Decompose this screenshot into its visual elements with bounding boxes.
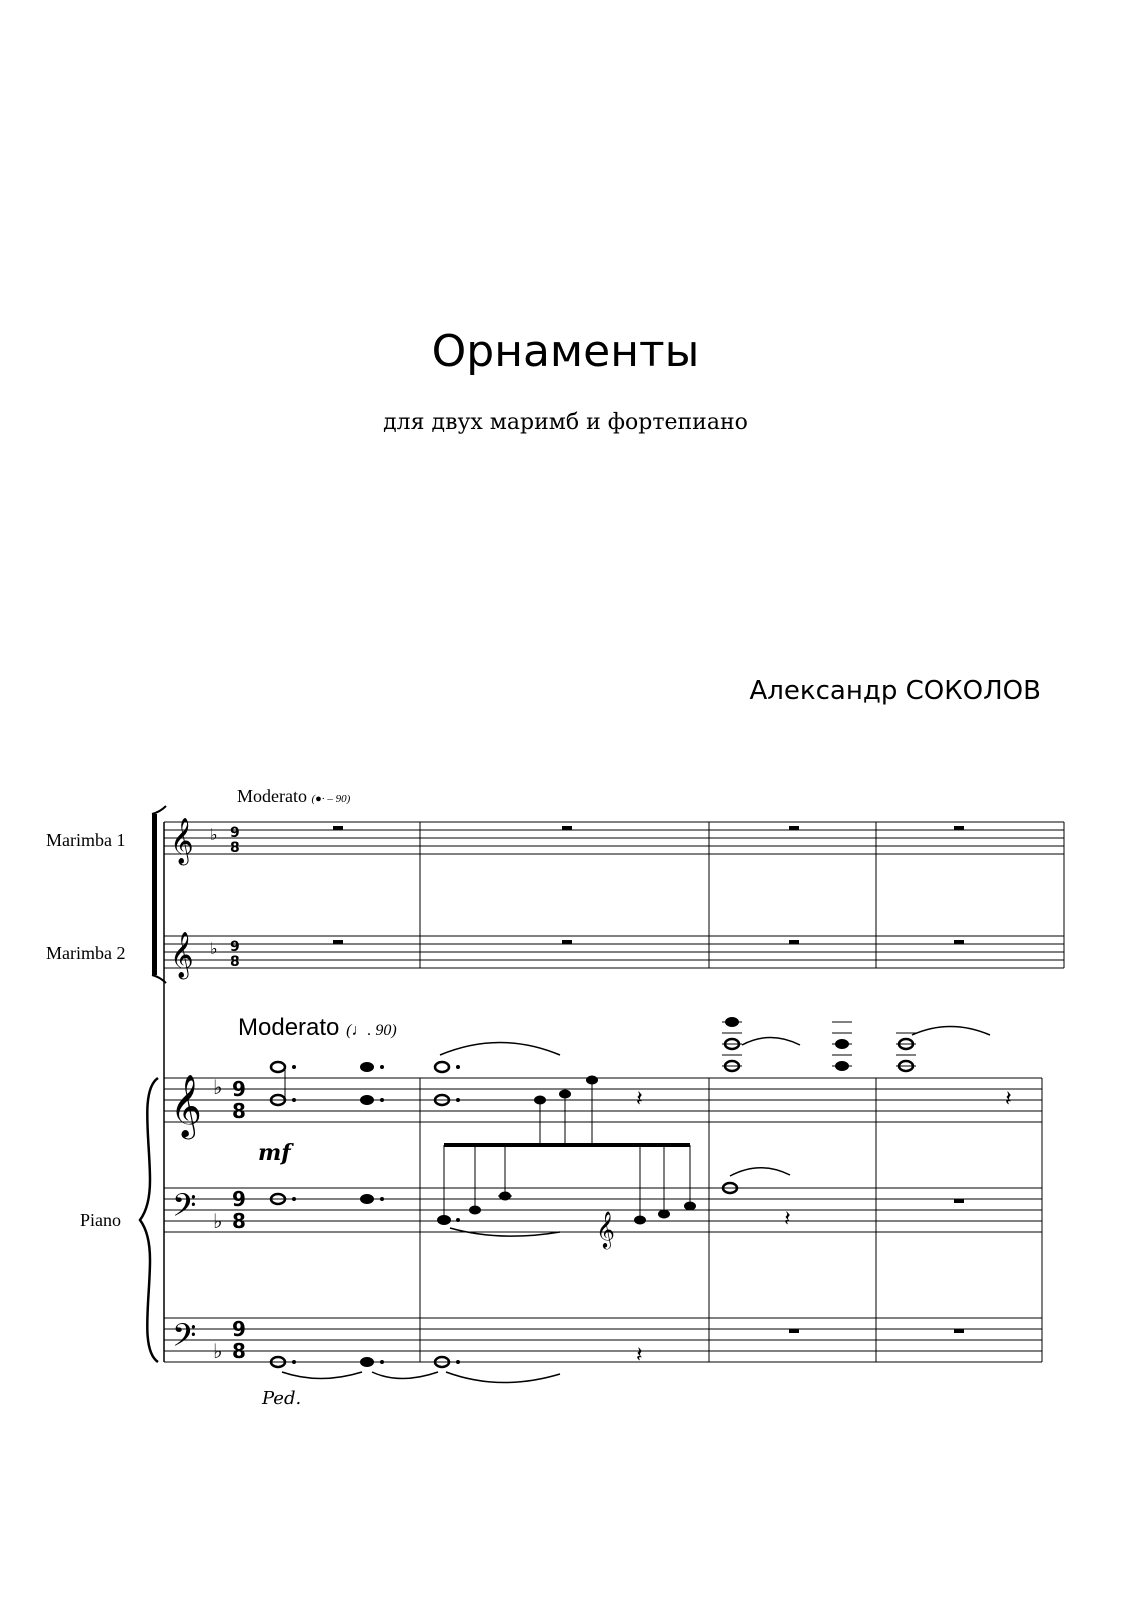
marimba-2-prelude [170,932,240,980]
quarter-rest-icon: 𝄽 [636,1343,643,1368]
svg-text:8: 8 [232,1099,246,1123]
piano-treble-measure-4 [896,1027,1012,1113]
svg-text:8: 8 [232,1339,246,1363]
svg-text:9: 9 [232,1077,246,1101]
metronome-mark: (♩. 90) [346,1022,397,1039]
whole-rest [333,826,343,830]
instrument-label-piano: Piano [80,1210,122,1230]
note-head [360,1062,374,1072]
whole-rest [954,1329,964,1333]
flat-icon: ♭ [213,1209,223,1233]
marimba-barlines [420,822,1064,968]
treble-clef-icon: 𝄞 [170,818,194,864]
svg-text:8: 8 [230,954,240,970]
dotted-quarter-symbol: ●· [315,793,325,805]
svg-text:9: 9 [230,825,240,841]
whole-rest [562,826,572,830]
quarter-rest-icon: 𝄽 [1005,1087,1012,1112]
svg-text:9: 9 [232,1187,246,1211]
tempo-text: Moderato [237,786,307,806]
bass-clef-icon: 𝄢 [172,1317,197,1361]
score-subtitle: для двух маримб и фортепиано [383,410,748,435]
quarter-rest-icon: 𝄽 [636,1087,643,1112]
note-head [271,1062,285,1072]
metronome-mark: (●· – 90) [311,793,351,805]
whole-rest [954,940,964,944]
whole-rest [789,1329,799,1333]
piano-treble-measure-1 [271,1062,384,1105]
piano-bass-2-notes [271,1329,964,1383]
flat-icon: ♭ [210,825,218,844]
staff-marimba-2 [164,936,1064,968]
piano-treble-measure-3 [722,1017,852,1071]
quarter-note-symbol: ♩. [351,1022,372,1039]
marimba-rests [333,826,964,944]
staff-piano-bass-2 [164,1318,1042,1362]
whole-rest [789,826,799,830]
composer-name: Александр СОКОЛОВ [749,676,1041,706]
whole-rest [954,826,964,830]
flat-icon: ♭ [213,1339,223,1363]
instrument-label-marimba-1: Marimba 1 [46,830,126,850]
instrument-label-marimba-2: Marimba 2 [46,943,126,963]
flat-icon: ♭ [210,939,218,958]
whole-rest [562,940,572,944]
treble-clef-change-icon: 𝄞 [596,1210,615,1248]
whole-rest [333,940,343,944]
note-head [360,1095,374,1105]
pedal-marking: Ped. [262,1388,302,1409]
piano-treble-measure-2 [435,1043,643,1113]
piano-barlines [420,1078,1042,1362]
treble-clef-icon: 𝄞 [170,932,194,978]
staff-marimba-1 [164,822,1064,854]
dynamic-mf: mf [258,1140,291,1166]
score-title: Орнаменты [431,326,700,377]
marimba-1-prelude [170,818,240,866]
piano-bass-1-notes [271,1168,964,1249]
svg-text:9: 9 [232,1317,246,1341]
slur [440,1043,560,1056]
svg-text:8: 8 [232,1209,246,1233]
quarter-rest-icon: 𝄽 [784,1207,791,1232]
piano-brace [140,1078,158,1362]
whole-rest [954,1199,964,1203]
flat-icon: ♭ [213,1075,223,1099]
bass-clef-icon: 𝄢 [172,1187,197,1231]
piano-treble-prelude [170,1074,246,1140]
whole-rest [789,940,799,944]
svg-text:8: 8 [230,840,240,856]
treble-clef-icon: 𝄞 [170,1074,202,1137]
svg-text:9: 9 [230,939,240,955]
tempo-text: Moderato [238,1014,340,1041]
